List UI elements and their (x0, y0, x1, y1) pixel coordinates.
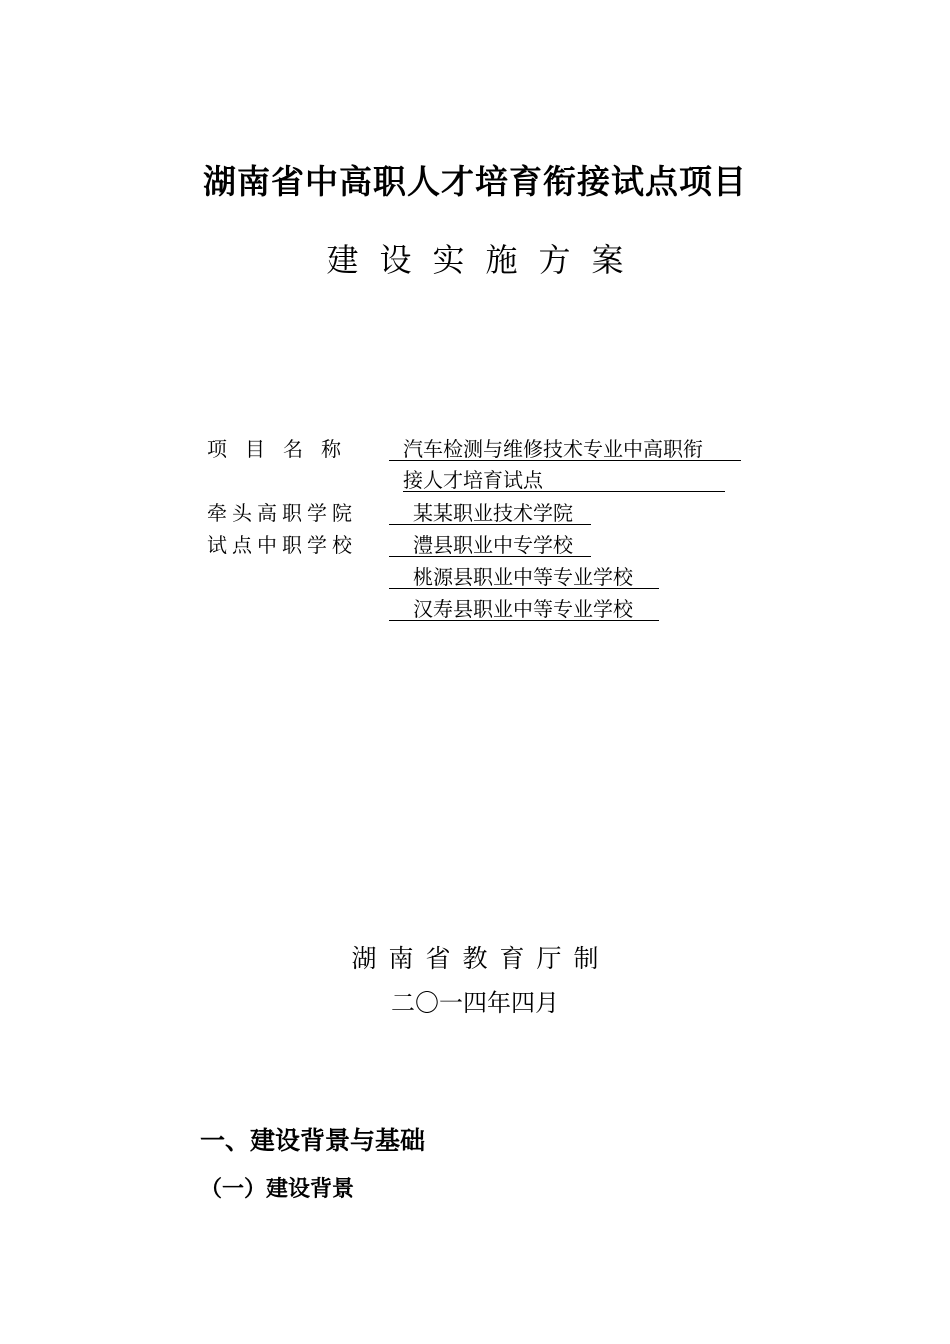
pilot-school-item: 桃源县职业中等专业学校 (413, 565, 633, 589)
lead-college-value: 某某职业技术学院 (413, 501, 573, 525)
section-subheading: （一）建设背景 (200, 1177, 355, 1202)
document-subtitle: 建设实施方案 (326, 241, 645, 279)
project-name-line2: 接人才培育试点 (403, 468, 543, 492)
issue-date: 二〇一四年四月 (391, 989, 559, 1017)
pilot-schools-label: 试点中职学校 (207, 533, 357, 557)
project-name-label: 项目名称 (207, 437, 359, 461)
lead-college-underline (389, 524, 591, 525)
pilot-school-underline (389, 588, 659, 589)
pilot-school-item: 汉寿县职业中等专业学校 (413, 597, 633, 621)
lead-college-label: 牵头高职学院 (207, 501, 357, 525)
pilot-school-item: 澧县职业中专学校 (413, 533, 573, 557)
project-name-line1: 汽车检测与维修技术专业中高职衔 (403, 437, 703, 461)
issuer-name: 湖南省教育厅制 (351, 944, 611, 973)
project-name-underline-1 (389, 460, 741, 461)
pilot-school-underline (389, 620, 659, 621)
project-name-underline-2 (403, 491, 725, 492)
section-heading: 一、建设背景与基础 (200, 1126, 426, 1155)
document-title: 湖南省中高职人才培育衔接试点项目 (203, 162, 747, 201)
pilot-school-underline (389, 556, 591, 557)
